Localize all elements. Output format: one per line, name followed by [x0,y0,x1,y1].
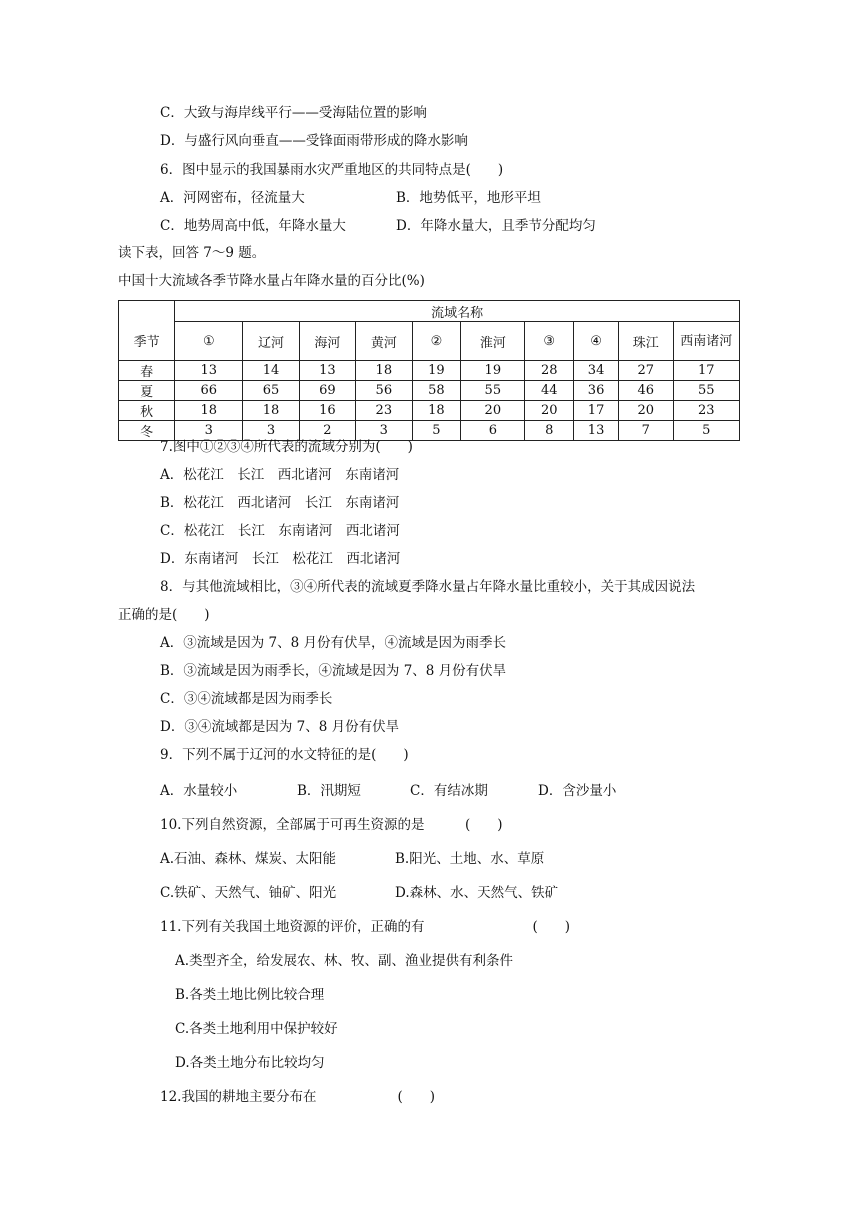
table-cell: 58 [412,381,461,401]
table-caption: 中国十大流域各季节降水量占年降水量的百分比(%) [118,273,425,289]
table-cell: 66 [175,381,243,401]
option-8b: B．③流域是因为雨季长，④流域是因为 7、8 月份有伏旱 [160,663,507,679]
table-cell: 36 [574,381,619,401]
table-cell: 14 [243,361,299,381]
column-header: 淮河 [461,322,525,361]
table-cell: 28 [525,361,574,381]
table-cell: 13 [175,361,243,381]
table-cell: 23 [356,401,412,421]
column-header: 辽河 [243,322,299,361]
option-9a: A．水量较小 [160,783,238,799]
table-row [119,401,740,421]
option-8d: D．③④流域都是因为 7、8 月份有伏旱 [160,719,400,735]
option-11c: C.各类土地利用中保护较好 [175,1021,338,1037]
table-cell: 16 [299,401,355,421]
option-6b: B．地势低平，地形平坦 [396,190,541,206]
option-10a: A.石油、森林、煤炭、太阳能 [160,851,337,867]
season-header: 季节 [119,322,175,361]
table-cell: 56 [356,381,412,401]
table-cell: 5 [673,421,739,441]
table-cell: 5 [412,421,461,441]
table-cell: 18 [356,361,412,381]
option-10b: B.阳光、土地、水、草原 [395,851,545,867]
table-cell: 19 [461,361,525,381]
table-cell: 18 [175,401,243,421]
option-11a: A.类型齐全，给发展农、林、牧、副、渔业提供有利条件 [175,953,514,969]
table-cell: 13 [574,421,619,441]
table-cell: 8 [525,421,574,441]
question-6: 6．图中显示的我国暴雨水灾严重地区的共同特点是( ) [160,162,504,178]
table-cell: 20 [619,401,674,421]
question-8-line1: 8．与其他流域相比，③④所代表的流域夏季降水量占年降水量比重较小，关于其成因说法 [160,579,696,595]
precipitation-table [118,300,740,441]
table-row [119,381,740,401]
table-cell: 19 [412,361,461,381]
option-9c: C．有结冰期 [410,783,488,799]
table-cell: 18 [412,401,461,421]
option-10d: D.森林、水、天然气、铁矿 [395,885,559,901]
question-9: 9．下列不属于辽河的水文特征的是( ) [160,747,409,763]
table-cell: 55 [461,381,525,401]
table-cell: 6 [461,421,525,441]
table-cell: 17 [574,401,619,421]
table-cell: 44 [525,381,574,401]
option-8c: C．③④流域都是因为雨季长 [160,691,333,707]
option-9b: B．汛期短 [297,783,361,799]
read-instruction: 读下表，回答 7～9 题。 [118,245,266,261]
option-11d: D.各类土地分布比较均匀 [175,1055,325,1071]
column-header: 黄河 [356,322,412,361]
table-cell: 3 [175,421,243,441]
table-cell: 18 [243,401,299,421]
column-header: ① [175,322,243,361]
option-6d: D．年降水量大，且季节分配均匀 [396,218,596,234]
option-10c: C.铁矿、天然气、铀矿、阳光 [160,885,337,901]
option-7a: A．松花江 长江 西北诸河 东南诸河 [160,467,400,483]
table-cell: 3 [356,421,412,441]
season-cell: 秋 [119,401,175,421]
group-header: 流域名称 [175,301,740,322]
option-5d: D．与盛行风向垂直——受锋面雨带形成的降水影响 [160,133,468,149]
question-8-line2: 正确的是( ) [118,607,210,623]
question-11: 11.下列有关我国土地资源的评价，正确的有 ( ) [160,919,571,935]
column-header: 西南诸河 [673,322,739,361]
column-header: ③ [525,322,574,361]
question-7: 7.图中①②③④所代表的流域分别为( ) [160,439,413,455]
table-cell: 23 [673,401,739,421]
option-8a: A．③流域是因为 7、8 月份有伏旱，④流域是因为雨季长 [160,635,507,651]
table-cell: 20 [461,401,525,421]
option-9d: D．含沙量小 [538,783,617,799]
table-cell: 34 [574,361,619,381]
season-cell: 春 [119,361,175,381]
column-header: ④ [574,322,619,361]
season-cell: 夏 [119,381,175,401]
table-cell: 2 [299,421,355,441]
question-10: 10.下列自然资源，全部属于可再生资源的是 ( ) [160,817,503,833]
table-cell: 27 [619,361,674,381]
column-header: 珠江 [619,322,674,361]
table-cell: 46 [619,381,674,401]
table-cell: 13 [299,361,355,381]
column-header: ② [412,322,461,361]
table-row [119,361,740,381]
option-6a: A．河网密布，径流量大 [160,190,305,206]
table-cell: 55 [673,381,739,401]
option-11b: B.各类土地比例比较合理 [175,987,325,1003]
option-7d: D．东南诸河 长江 松花江 西北诸河 [160,551,401,567]
option-7b: B．松花江 西北诸河 长江 东南诸河 [160,495,400,511]
table-cell: 7 [619,421,674,441]
season-cell: 冬 [119,421,175,441]
corner-cell [119,301,175,322]
question-12: 12.我国的耕地主要分布在 ( ) [160,1089,436,1105]
table-cell: 17 [673,361,739,381]
table-cell: 3 [243,421,299,441]
option-6c: C．地势周高中低，年降水量大 [160,218,346,234]
table-cell: 69 [299,381,355,401]
table-cell: 65 [243,381,299,401]
table-cell: 20 [525,401,574,421]
option-5c: C．大致与海岸线平行——受海陆位置的影响 [160,105,427,121]
option-7c: C．松花江 长江 东南诸河 西北诸河 [160,523,400,539]
column-header: 海河 [299,322,355,361]
